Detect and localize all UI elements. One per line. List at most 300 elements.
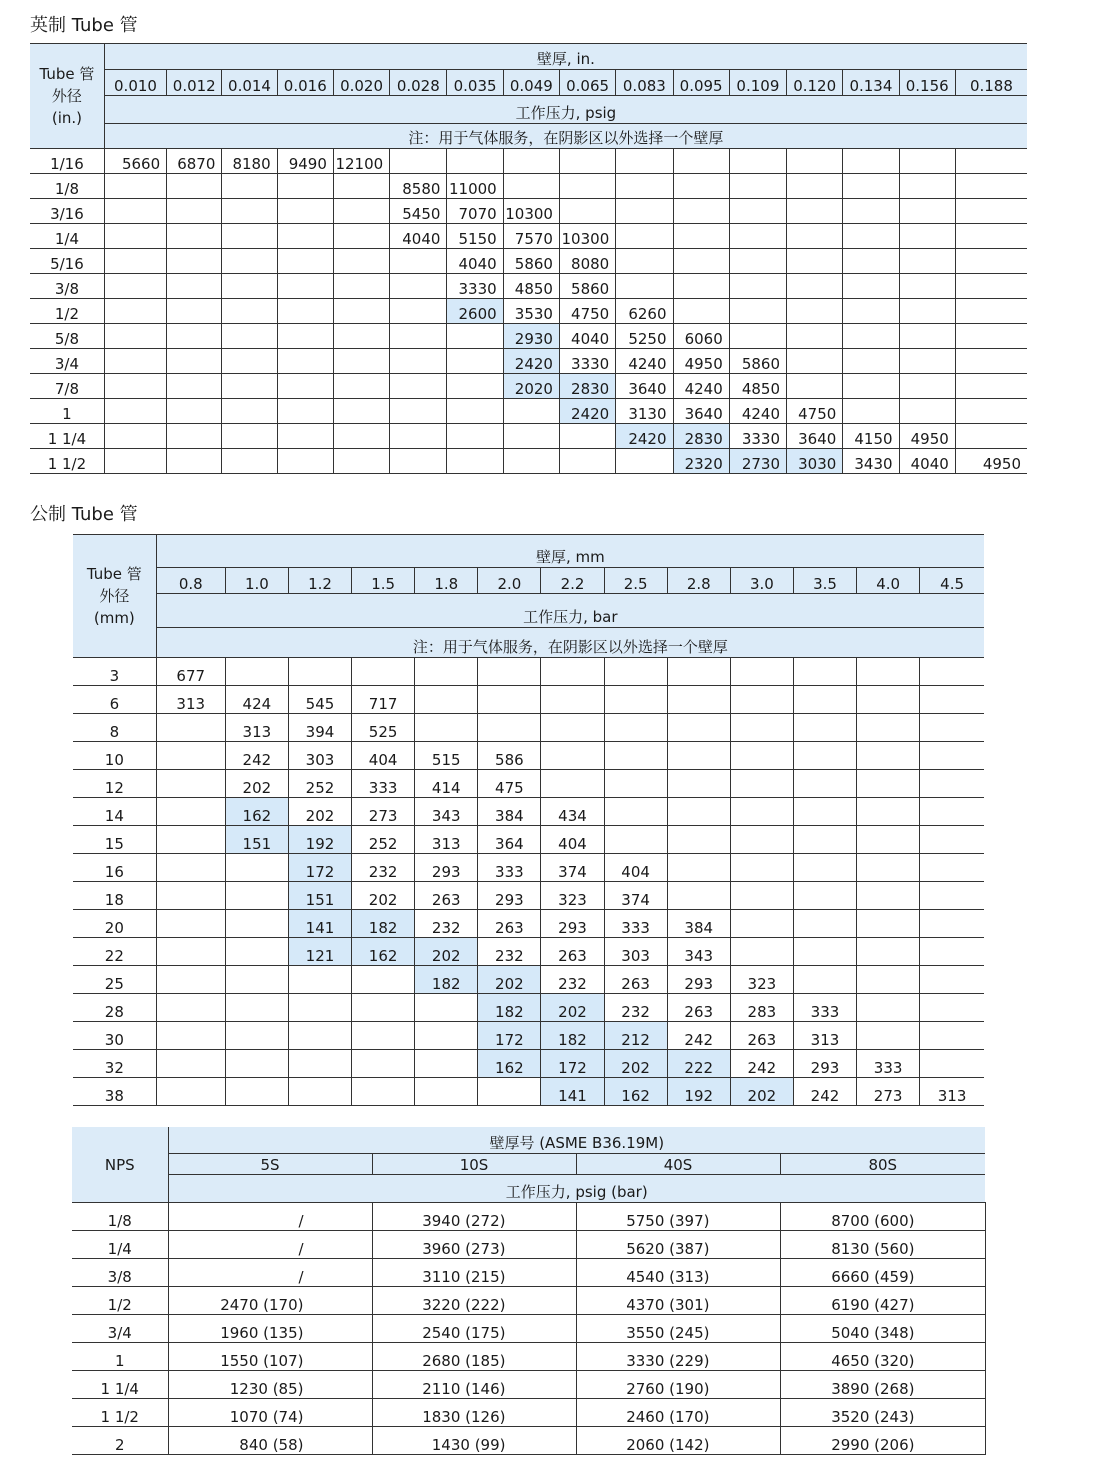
pressure-cell bbox=[793, 826, 856, 854]
od-header-line: 外径 bbox=[51, 87, 82, 105]
pressure-cell bbox=[793, 714, 856, 742]
od-header-line: (in.) bbox=[51, 109, 82, 127]
gas-service-note: 注：用于气体服务，在阴影区以外选择一个壁厚 bbox=[104, 124, 1027, 149]
pressure-cell bbox=[225, 910, 288, 938]
od-cell: 12 bbox=[73, 770, 156, 798]
pressure-cell: 1230 (85) bbox=[168, 1371, 372, 1399]
pressure-cell: 414 bbox=[415, 770, 478, 798]
pressure-cell bbox=[390, 324, 447, 349]
table-row bbox=[72, 1231, 985, 1259]
pressure-cell: 434 bbox=[541, 798, 604, 826]
pressure-cell bbox=[857, 714, 920, 742]
pressure-cell: 5860 bbox=[503, 249, 559, 274]
pressure-cell bbox=[333, 424, 389, 449]
nps-pressure-table bbox=[72, 1127, 986, 1455]
pressure-cell: 4750 bbox=[559, 299, 615, 324]
pressure-cell: 3330 bbox=[559, 349, 615, 374]
pressure-cell bbox=[729, 174, 786, 199]
nps-cell: 1 1/4 bbox=[72, 1371, 168, 1399]
pressure-cell bbox=[333, 349, 389, 374]
pressure-cell: 4540 (313) bbox=[576, 1259, 780, 1287]
pressure-cell: 11000 bbox=[447, 174, 503, 199]
pressure-cell bbox=[541, 770, 604, 798]
table-row bbox=[30, 199, 1027, 224]
pressure-cell bbox=[667, 770, 730, 798]
pressure-cell bbox=[787, 324, 843, 349]
pressure-cell bbox=[730, 798, 793, 826]
pressure-cell: 192 bbox=[667, 1078, 730, 1106]
od-cell: 1/8 bbox=[30, 174, 104, 199]
wall-value: 2.5 bbox=[604, 568, 667, 594]
nps-cell: 1 1/2 bbox=[72, 1399, 168, 1427]
pressure-cell bbox=[478, 714, 541, 742]
od-cell: 5/16 bbox=[30, 249, 104, 274]
wall-value: 0.8 bbox=[156, 568, 225, 594]
pressure-cell bbox=[667, 686, 730, 714]
pressure-cell bbox=[843, 199, 899, 224]
pressure-cell bbox=[333, 324, 389, 349]
od-cell: 38 bbox=[73, 1078, 156, 1106]
pressure-cell: 3550 (245) bbox=[576, 1315, 780, 1343]
pressure-cell: 1960 (135) bbox=[168, 1315, 372, 1343]
pressure-cell bbox=[156, 798, 225, 826]
pressure-cell bbox=[288, 658, 351, 686]
pressure-cell: 404 bbox=[352, 742, 415, 770]
od-cell: 1 bbox=[30, 399, 104, 424]
pressure-cell bbox=[277, 274, 333, 299]
wall-value: 4.5 bbox=[920, 568, 984, 594]
pressure-cell bbox=[390, 274, 447, 299]
wall-value: 2.0 bbox=[478, 568, 541, 594]
table-row bbox=[72, 1203, 985, 1231]
pressure-cell bbox=[616, 199, 673, 224]
pressure-cell bbox=[225, 882, 288, 910]
table-row bbox=[30, 249, 1027, 274]
pressure-cell bbox=[857, 882, 920, 910]
pressure-cell: 6190 (427) bbox=[780, 1287, 985, 1315]
od-cell: 16 bbox=[73, 854, 156, 882]
pressure-cell: 475 bbox=[478, 770, 541, 798]
pressure-cell: 3640 bbox=[673, 399, 729, 424]
pressure-cell: 2930 bbox=[503, 324, 559, 349]
pressure-cell: 242 bbox=[793, 1078, 856, 1106]
pressure-cell: 545 bbox=[288, 686, 351, 714]
pressure-cell: 182 bbox=[415, 966, 478, 994]
pressure-cell bbox=[616, 174, 673, 199]
nps-cell: 1/4 bbox=[72, 1231, 168, 1259]
pressure-cell bbox=[222, 424, 277, 449]
pressure-cell bbox=[843, 274, 899, 299]
pressure-cell bbox=[899, 199, 955, 224]
wall-value: 0.065 bbox=[559, 70, 615, 96]
table-row bbox=[30, 224, 1027, 249]
pressure-cell bbox=[667, 714, 730, 742]
pressure-cell: 10300 bbox=[503, 199, 559, 224]
pressure-cell: 242 bbox=[667, 1022, 730, 1050]
wall-value: 0.012 bbox=[167, 70, 222, 96]
od-cell: 8 bbox=[73, 714, 156, 742]
od-cell: 30 bbox=[73, 1022, 156, 1050]
od-cell: 6 bbox=[73, 686, 156, 714]
pressure-cell bbox=[447, 399, 503, 424]
pressure-cell: 273 bbox=[857, 1078, 920, 1106]
pressure-cell: 5750 (397) bbox=[576, 1203, 780, 1231]
pressure-cell bbox=[156, 910, 225, 938]
pressure-cell bbox=[447, 349, 503, 374]
pressure-cell: 252 bbox=[352, 826, 415, 854]
pressure-cell bbox=[955, 174, 1027, 199]
pressure-cell bbox=[787, 199, 843, 224]
pressure-cell: 374 bbox=[541, 854, 604, 882]
table-row bbox=[73, 770, 984, 798]
pressure-cell: 313 bbox=[793, 1022, 856, 1050]
pressure-cell bbox=[955, 224, 1027, 249]
pressure-cell: 2470 (170) bbox=[168, 1287, 372, 1315]
pressure-cell bbox=[793, 658, 856, 686]
pressure-cell: 2420 bbox=[616, 424, 673, 449]
pressure-cell bbox=[277, 424, 333, 449]
table-row bbox=[72, 1427, 985, 1455]
table-row bbox=[73, 1078, 984, 1106]
pressure-cell bbox=[156, 1022, 225, 1050]
pressure-cell bbox=[352, 658, 415, 686]
od-cell: 32 bbox=[73, 1050, 156, 1078]
pressure-cell: 6260 bbox=[616, 299, 673, 324]
pressure-cell bbox=[787, 274, 843, 299]
pressure-cell bbox=[604, 714, 667, 742]
table-row bbox=[30, 324, 1027, 349]
pressure-cell: 162 bbox=[352, 938, 415, 966]
pressure-cell: 5660 bbox=[104, 149, 166, 174]
pressure-cell bbox=[730, 770, 793, 798]
wall-value: 3.0 bbox=[730, 568, 793, 594]
pressure-cell: 293 bbox=[478, 882, 541, 910]
od-header-line: (mm) bbox=[93, 609, 135, 627]
pressure-cell bbox=[920, 854, 984, 882]
pressure-cell bbox=[616, 274, 673, 299]
pressure-cell bbox=[673, 199, 729, 224]
pressure-cell bbox=[222, 349, 277, 374]
pressure-cell bbox=[333, 449, 389, 474]
pressure-cell bbox=[277, 399, 333, 424]
table-row bbox=[72, 1343, 985, 1371]
pressure-cell bbox=[787, 224, 843, 249]
pressure-cell bbox=[920, 714, 984, 742]
pressure-cell bbox=[156, 770, 225, 798]
pressure-cell: 323 bbox=[730, 966, 793, 994]
wall-value: 0.120 bbox=[787, 70, 843, 96]
pressure-cell: / bbox=[168, 1259, 372, 1287]
od-cell: 5/8 bbox=[30, 324, 104, 349]
pressure-cell bbox=[225, 854, 288, 882]
pressure-cell bbox=[478, 686, 541, 714]
wall-value: 0.020 bbox=[333, 70, 389, 96]
pressure-cell: 4150 bbox=[843, 424, 899, 449]
pressure-cell bbox=[843, 299, 899, 324]
wall-value: 0.109 bbox=[729, 70, 786, 96]
pressure-cell bbox=[104, 224, 166, 249]
pressure-cell: 394 bbox=[288, 714, 351, 742]
pressure-cell bbox=[156, 994, 225, 1022]
pressure-cell bbox=[793, 882, 856, 910]
pressure-cell bbox=[447, 149, 503, 174]
wall-value: 0.010 bbox=[104, 70, 166, 96]
od-cell: 3/4 bbox=[30, 349, 104, 374]
pressure-cell bbox=[167, 399, 222, 424]
pressure-cell: 313 bbox=[156, 686, 225, 714]
pressure-cell bbox=[503, 399, 559, 424]
pressure-cell bbox=[222, 199, 277, 224]
imperial-section-title: 英制 Tube 管 bbox=[30, 15, 138, 36]
pressure-cell: 263 bbox=[604, 966, 667, 994]
pressure-cell: 4950 bbox=[899, 424, 955, 449]
pressure-cell bbox=[559, 424, 615, 449]
pressure-cell: 333 bbox=[478, 854, 541, 882]
pressure-cell bbox=[390, 424, 447, 449]
pressure-cell bbox=[156, 1050, 225, 1078]
pressure-cell bbox=[857, 854, 920, 882]
pressure-cell bbox=[156, 742, 225, 770]
pressure-cell bbox=[899, 399, 955, 424]
pressure-cell bbox=[920, 1022, 984, 1050]
pressure-cell bbox=[167, 374, 222, 399]
pressure-cell bbox=[920, 686, 984, 714]
schedule-value: 80S bbox=[780, 1154, 985, 1175]
schedule-value: 5S bbox=[168, 1154, 372, 1175]
pressure-cell: 252 bbox=[288, 770, 351, 798]
pressure-cell bbox=[729, 274, 786, 299]
pressure-cell: 182 bbox=[541, 1022, 604, 1050]
od-header-line: Tube 管 bbox=[39, 65, 95, 83]
pressure-cell bbox=[793, 854, 856, 882]
pressure-cell: 3330 bbox=[447, 274, 503, 299]
wall-value: 0.083 bbox=[616, 70, 673, 96]
pressure-cell bbox=[843, 149, 899, 174]
pressure-cell: 5250 bbox=[616, 324, 673, 349]
pressure-cell: 192 bbox=[288, 826, 351, 854]
pressure-header: 工作压力, psig (bar) bbox=[168, 1175, 985, 1203]
pressure-cell: 333 bbox=[352, 770, 415, 798]
pressure-cell bbox=[333, 374, 389, 399]
pressure-cell bbox=[104, 299, 166, 324]
od-cell: 25 bbox=[73, 966, 156, 994]
pressure-cell: 202 bbox=[415, 938, 478, 966]
pressure-cell bbox=[729, 224, 786, 249]
pressure-cell bbox=[222, 224, 277, 249]
schedule-header: 壁厚号 (ASME B36.19M) bbox=[168, 1127, 985, 1154]
wall-value: 0.049 bbox=[503, 70, 559, 96]
pressure-cell bbox=[390, 399, 447, 424]
pressure-cell bbox=[104, 249, 166, 274]
pressure-cell bbox=[920, 966, 984, 994]
table-row bbox=[73, 938, 984, 966]
pressure-cell: 263 bbox=[415, 882, 478, 910]
pressure-cell bbox=[843, 324, 899, 349]
pressure-cell bbox=[390, 374, 447, 399]
pressure-cell bbox=[616, 249, 673, 274]
pressure-cell bbox=[920, 910, 984, 938]
pressure-cell: 3890 (268) bbox=[780, 1371, 985, 1399]
pressure-cell bbox=[920, 938, 984, 966]
table-row bbox=[30, 374, 1027, 399]
pressure-cell: 242 bbox=[225, 742, 288, 770]
od-cell: 1 1/2 bbox=[30, 449, 104, 474]
pressure-cell: 182 bbox=[352, 910, 415, 938]
pressure-cell: 162 bbox=[478, 1050, 541, 1078]
pressure-cell bbox=[604, 742, 667, 770]
pressure-cell: 303 bbox=[604, 938, 667, 966]
pressure-cell: 4240 bbox=[729, 399, 786, 424]
od-cell: 7/8 bbox=[30, 374, 104, 399]
pressure-cell bbox=[729, 199, 786, 224]
pressure-cell: 4240 bbox=[616, 349, 673, 374]
pressure-cell bbox=[277, 174, 333, 199]
pressure-cell bbox=[277, 349, 333, 374]
pressure-cell bbox=[225, 966, 288, 994]
pressure-cell: 121 bbox=[288, 938, 351, 966]
pressure-cell bbox=[857, 798, 920, 826]
pressure-cell: 8180 bbox=[222, 149, 277, 174]
pressure-cell bbox=[899, 299, 955, 324]
pressure-cell bbox=[222, 324, 277, 349]
pressure-cell bbox=[729, 324, 786, 349]
pressure-cell bbox=[857, 686, 920, 714]
pressure-cell: 525 bbox=[352, 714, 415, 742]
pressure-cell: 8700 (600) bbox=[780, 1203, 985, 1231]
pressure-cell bbox=[167, 199, 222, 224]
pressure-cell bbox=[156, 714, 225, 742]
pressure-cell: 333 bbox=[793, 994, 856, 1022]
pressure-cell: 313 bbox=[225, 714, 288, 742]
wall-value: 1.0 bbox=[225, 568, 288, 594]
pressure-cell bbox=[730, 742, 793, 770]
pressure-cell bbox=[899, 349, 955, 374]
pressure-cell bbox=[899, 274, 955, 299]
pressure-cell: 717 bbox=[352, 686, 415, 714]
pressure-cell bbox=[333, 299, 389, 324]
pressure-cell bbox=[104, 449, 166, 474]
pressure-cell: 2730 bbox=[729, 449, 786, 474]
pressure-cell bbox=[390, 349, 447, 374]
pressure-cell bbox=[730, 658, 793, 686]
pressure-cell bbox=[167, 224, 222, 249]
imperial-pressure-table bbox=[30, 43, 1027, 474]
pressure-cell bbox=[793, 686, 856, 714]
pressure-cell bbox=[541, 714, 604, 742]
pressure-cell bbox=[541, 658, 604, 686]
pressure-cell: 303 bbox=[288, 742, 351, 770]
pressure-cell bbox=[730, 938, 793, 966]
table-row bbox=[30, 274, 1027, 299]
pressure-cell bbox=[415, 994, 478, 1022]
pressure-cell bbox=[222, 174, 277, 199]
pressure-cell: 293 bbox=[415, 854, 478, 882]
table-row bbox=[30, 149, 1027, 174]
pressure-cell: 4950 bbox=[673, 349, 729, 374]
pressure-cell bbox=[673, 299, 729, 324]
od-cell: 3/16 bbox=[30, 199, 104, 224]
pressure-cell bbox=[787, 349, 843, 374]
pressure-cell bbox=[920, 770, 984, 798]
table-row bbox=[30, 349, 1027, 374]
pressure-cell: 333 bbox=[857, 1050, 920, 1078]
od-cell: 18 bbox=[73, 882, 156, 910]
pressure-cell bbox=[673, 274, 729, 299]
pressure-cell bbox=[167, 299, 222, 324]
pressure-cell bbox=[352, 966, 415, 994]
pressure-cell bbox=[156, 826, 225, 854]
wall-thickness-header: 壁厚, in. bbox=[104, 44, 1027, 70]
pressure-cell bbox=[167, 324, 222, 349]
wall-value: 0.095 bbox=[673, 70, 729, 96]
table-row bbox=[30, 299, 1027, 324]
pressure-cell: 172 bbox=[288, 854, 351, 882]
pressure-cell: 2540 (175) bbox=[372, 1315, 576, 1343]
pressure-cell bbox=[616, 224, 673, 249]
pressure-cell bbox=[104, 274, 166, 299]
pressure-cell bbox=[222, 299, 277, 324]
pressure-cell bbox=[559, 149, 615, 174]
pressure-cell bbox=[920, 1050, 984, 1078]
pressure-cell: 2060 (142) bbox=[576, 1427, 780, 1455]
table-row bbox=[30, 174, 1027, 199]
nps-cell: 1/8 bbox=[72, 1203, 168, 1231]
wall-value: 0.188 bbox=[955, 70, 1027, 96]
pressure-cell bbox=[899, 224, 955, 249]
pressure-cell: 3530 bbox=[503, 299, 559, 324]
pressure-cell: 3330 (229) bbox=[576, 1343, 780, 1371]
pressure-cell bbox=[288, 1022, 351, 1050]
pressure-cell: 3520 (243) bbox=[780, 1399, 985, 1427]
pressure-cell bbox=[333, 399, 389, 424]
pressure-cell bbox=[333, 249, 389, 274]
pressure-cell: 263 bbox=[541, 938, 604, 966]
pressure-cell bbox=[167, 274, 222, 299]
pressure-cell bbox=[156, 882, 225, 910]
od-header bbox=[73, 535, 156, 658]
pressure-cell bbox=[843, 374, 899, 399]
pressure-cell: 3330 bbox=[729, 424, 786, 449]
pressure-cell bbox=[222, 274, 277, 299]
schedule-value: 40S bbox=[576, 1154, 780, 1175]
pressure-cell: 313 bbox=[415, 826, 478, 854]
pressure-cell: 151 bbox=[288, 882, 351, 910]
pressure-cell: 232 bbox=[541, 966, 604, 994]
pressure-cell bbox=[167, 424, 222, 449]
wall-value: 0.028 bbox=[390, 70, 447, 96]
pressure-cell bbox=[730, 854, 793, 882]
pressure-cell: 3030 bbox=[787, 449, 843, 474]
table-row bbox=[73, 882, 984, 910]
pressure-cell: 182 bbox=[478, 994, 541, 1022]
pressure-header: 工作压力, psig bbox=[104, 96, 1027, 124]
pressure-cell bbox=[787, 149, 843, 174]
pressure-cell bbox=[104, 374, 166, 399]
pressure-cell: 404 bbox=[604, 854, 667, 882]
od-cell: 20 bbox=[73, 910, 156, 938]
pressure-cell: 202 bbox=[478, 966, 541, 994]
pressure-cell bbox=[167, 249, 222, 274]
pressure-cell bbox=[604, 826, 667, 854]
pressure-cell: 343 bbox=[667, 938, 730, 966]
od-cell: 28 bbox=[73, 994, 156, 1022]
od-cell: 15 bbox=[73, 826, 156, 854]
pressure-cell: 384 bbox=[667, 910, 730, 938]
pressure-cell bbox=[104, 424, 166, 449]
od-cell: 1/4 bbox=[30, 224, 104, 249]
pressure-cell bbox=[104, 324, 166, 349]
pressure-cell: 8130 (560) bbox=[780, 1231, 985, 1259]
